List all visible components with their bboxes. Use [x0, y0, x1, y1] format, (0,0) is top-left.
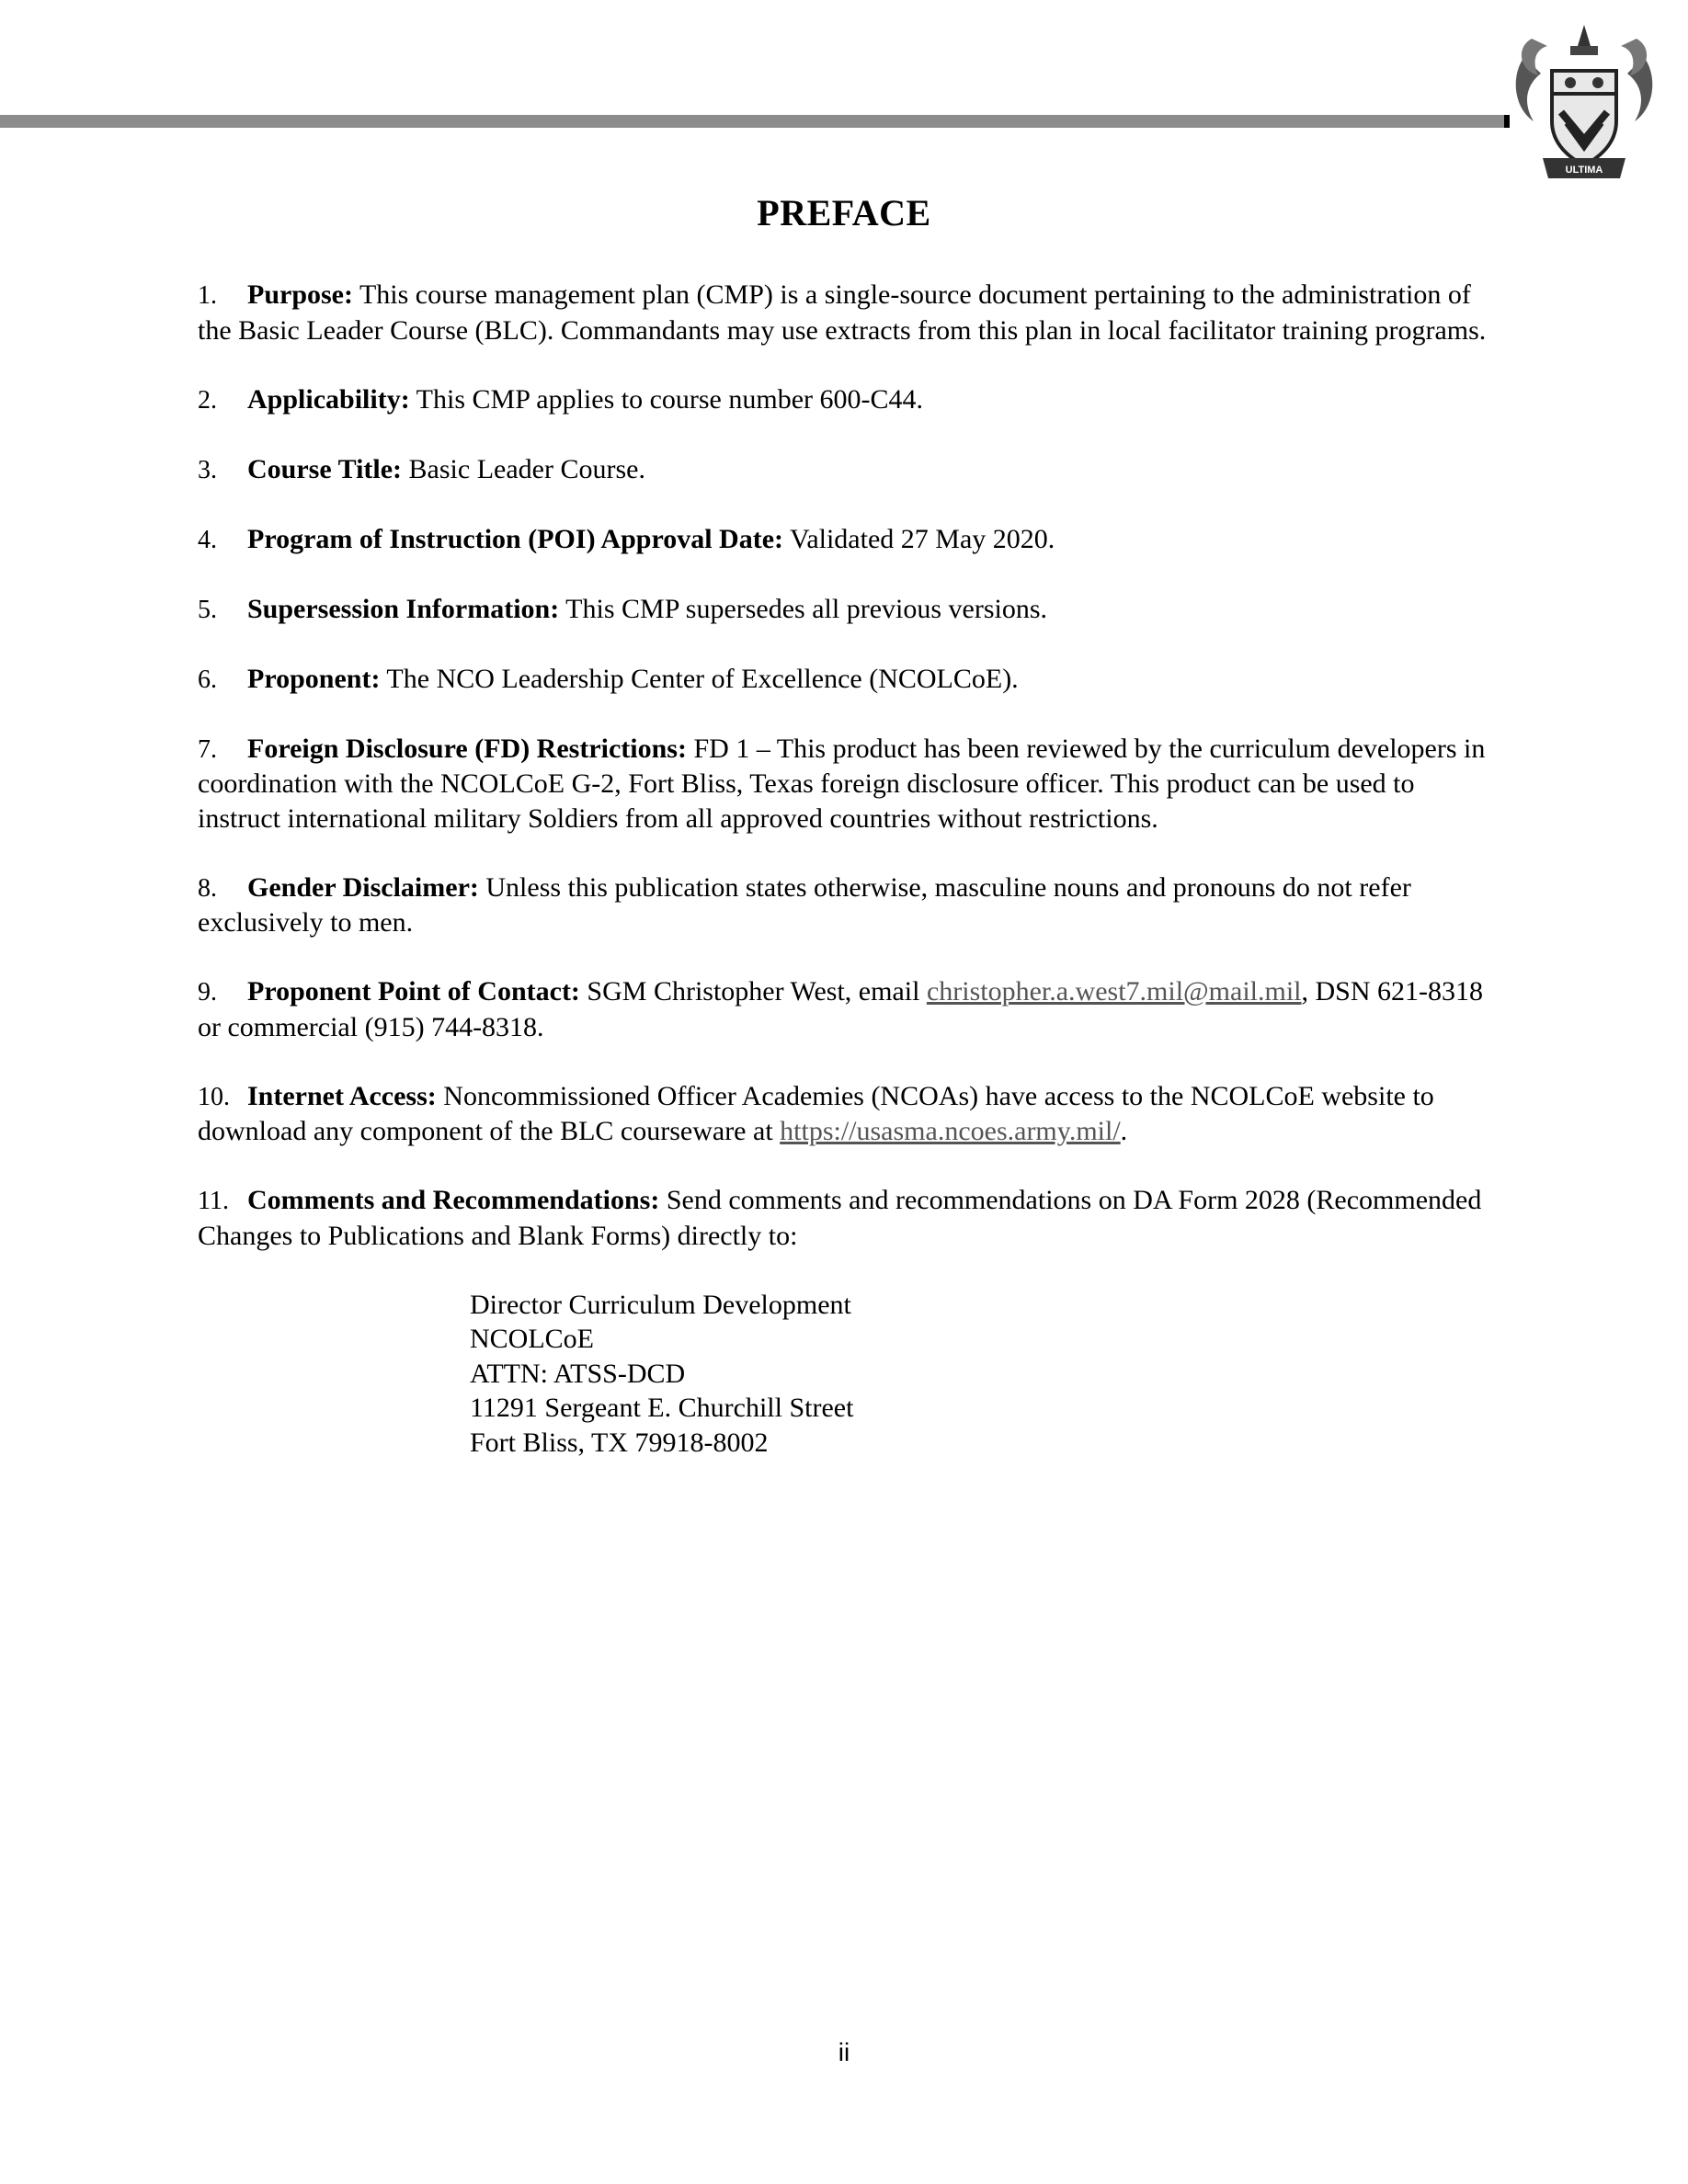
paragraph-label: Course Title: [247, 453, 403, 484]
paragraph-label: Supersession Information: [247, 593, 560, 624]
paragraph-label: Proponent Point of Contact: [247, 976, 580, 1007]
preface-body [198, 278, 1503, 1460]
paragraph-text: FD 1 – This product has been reviewed by the curriculum developers in coordination with the NCOLCoE G-2, Fort Bliss, Texas foreign disclosure officer. This product can be used to instruct international military Soldiers from all approved countries without restrictions. [198, 733, 1486, 834]
paragraph-internet-access [198, 1079, 1503, 1149]
paragraph-purpose [198, 278, 1503, 347]
page-title: PREFACE [757, 192, 931, 233]
paragraph-gender-disclaimer [198, 870, 1503, 940]
paragraph-text: , DSN 621-8318 or commercial (915) 744-8318. [198, 976, 1484, 1042]
mailing-address [470, 1288, 1503, 1461]
paragraph-label: Program of Instruction (POI) Approval Date: [247, 523, 784, 554]
paragraph-label: Comments and Recommendations: [247, 1185, 660, 1215]
page-number: ii [838, 2038, 850, 2066]
paragraph-label: Foreign Disclosure (FD) Restrictions: [247, 733, 687, 764]
paragraph-course-title [198, 452, 1503, 488]
paragraph-text: This CMP applies to course number 600-C44. [416, 383, 924, 415]
paragraph-number: 7. [198, 734, 217, 764]
paragraph-supersession [198, 592, 1503, 628]
address-line: NCOLCoE [470, 1324, 594, 1354]
paragraph-text: Validated 27 May 2020. [789, 523, 1055, 554]
paragraph-applicability [198, 382, 1503, 418]
paragraph-point-of-contact [198, 974, 1503, 1044]
paragraph-label: Gender Disclaimer: [247, 871, 479, 903]
paragraph-label: Proponent: [247, 663, 381, 694]
address-line: Fort Bliss, TX 79918-8002 [470, 1427, 769, 1458]
paragraph-foreign-disclosure [198, 732, 1503, 836]
paragraph-number: 1. [198, 281, 217, 310]
paragraph-number: 6. [198, 665, 217, 694]
paragraph-number: 2. [198, 385, 217, 415]
crest-motto: ULTIMA [1565, 165, 1603, 176]
paragraph-text: Basic Leader Course. [408, 453, 645, 484]
paragraph-number: 4. [198, 525, 217, 554]
paragraph-number: 5. [198, 595, 217, 624]
paragraph-number: 8. [198, 873, 217, 903]
paragraph-comments [198, 1183, 1503, 1253]
paragraph-text: This CMP supersedes all previous versions. [565, 593, 1048, 624]
paragraph-poi-approval [198, 522, 1503, 558]
courseware-website-link[interactable]: https://usasma.ncoes.army.mil/ [780, 1116, 1121, 1146]
paragraph-text: Unless this publication states otherwise, masculine nouns and pronouns do not refer exclusively to men. [198, 871, 1411, 938]
header-rule [0, 115, 1504, 128]
contact-email-link[interactable]: christopher.a.west7.mil@mail.mil [926, 976, 1302, 1007]
paragraph-number: 3. [198, 455, 217, 484]
paragraph-text: Noncommissioned Officer Academies (NCOAs) have access to the NCOLCoE website to download any component of the BLC courseware at [198, 1080, 1434, 1146]
paragraph-label: Internet Access: [247, 1080, 437, 1111]
address-line: 11291 Sergeant E. Churchill Street [470, 1393, 854, 1423]
paragraph-number: 9. [198, 978, 217, 1007]
paragraph-text: SGM Christopher West, email [587, 976, 927, 1007]
paragraph-number: 10. [198, 1082, 230, 1111]
paragraph-proponent [198, 662, 1503, 698]
address-line: ATTN: ATSS-DCD [470, 1358, 686, 1389]
paragraph-text: This course management plan (CMP) is a single-source document pertaining to the administration of the Basic Leader Course (BLC). Commandants may use extracts from this plan in local facilitator training programs. [198, 279, 1487, 346]
paragraph-text: The NCO Leadership Center of Excellence (NCOLCoE). [386, 663, 1019, 694]
paragraph-label: Purpose: [247, 279, 353, 310]
paragraph-number: 11. [198, 1187, 229, 1215]
paragraph-label: Applicability: [247, 383, 410, 415]
paragraph-text: Send comments and recommendations on DA Form 2028 (Recommended Changes to Publications and Blank Forms) directly to: [198, 1185, 1482, 1251]
crest-icon [1506, 20, 1662, 186]
address-line: Director Curriculum Development [470, 1289, 851, 1320]
paragraph-text: . [1120, 1116, 1128, 1146]
